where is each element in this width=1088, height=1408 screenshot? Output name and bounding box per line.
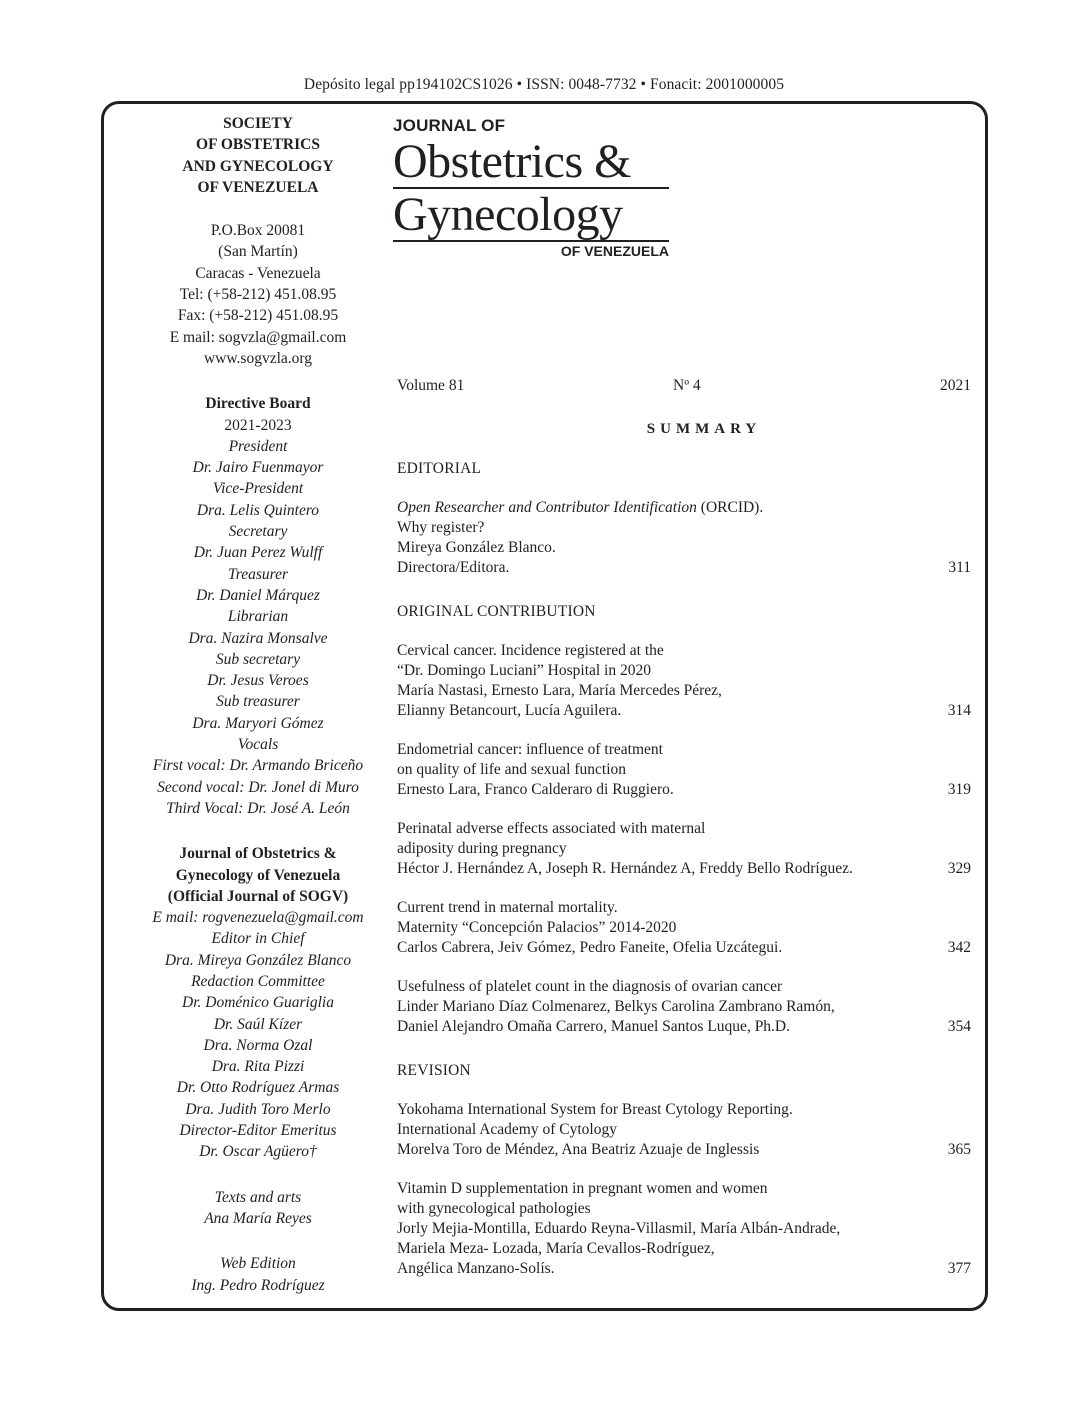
society-name-line: AND GYNECOLOGY [182, 157, 334, 175]
society-name [108, 113, 408, 198]
address-line: Tel: (+58-212) 451.08.95 [179, 286, 337, 304]
entry-page-number: 342 [947, 939, 971, 956]
issue-year: 2021 [940, 377, 971, 394]
journal-info-title: Journal of Obstetrics & [179, 845, 337, 863]
board-role: Treasurer [227, 565, 288, 583]
society-name-line: OF VENEZUELA [197, 178, 319, 196]
entry-line: Mireya González Blanco. [397, 539, 556, 556]
entry-page-number: 311 [948, 559, 971, 576]
toc-entry[interactable] [397, 898, 971, 958]
entry-line: Angélica Manzano-Solís. [397, 1260, 555, 1277]
vocal-member: First vocal: Dr. Armando Briceño [152, 757, 364, 775]
vocal-member: Third Vocal: Dr. José A. León [166, 799, 350, 817]
toc-entry[interactable] [397, 819, 971, 879]
entry-line: Perinatal adverse effects associated with maternal [397, 820, 706, 837]
board-member: Dr. Jesus Veroes [207, 672, 309, 690]
journal-staff-line: Dra. Rita Pizzi [211, 1058, 305, 1076]
entry-line: Usefulness of platelet count in the diagnosis of ovarian cancer [397, 978, 783, 995]
texts-label: Texts and arts [214, 1188, 302, 1206]
toc-entry[interactable] [397, 740, 971, 800]
entry-line: on quality of life and sexual function [397, 761, 626, 778]
entry-line: International Academy of Cytology [397, 1121, 617, 1138]
entry-page-number: 314 [947, 702, 971, 719]
society-name-line: SOCIETY [223, 115, 293, 132]
section-original-contribution: ORIGINAL CONTRIBUTION [397, 603, 596, 620]
masthead-journal-of: JOURNAL OF [393, 116, 506, 135]
vocals-label: Vocals [237, 736, 279, 754]
journal-staff-line: Dr. Oscar Agüero† [199, 1143, 317, 1161]
legal-deposit-line: Depósito legal pp194102CS1026 • ISSN: 0048-7732 • Fonacit: 2001000005 [303, 76, 785, 93]
board-period: 2021-2023 [224, 416, 292, 434]
journal-staff-line: Dra. Mireya González Blanco [164, 951, 352, 969]
texts-name: Ana María Reyes [204, 1209, 312, 1227]
toc-entry[interactable] [397, 977, 971, 1037]
entry-line: María Nastasi, Ernesto Lara, María Mercedes Pérez, [397, 682, 722, 699]
journal-info-title: Gynecology of Venezuela [175, 866, 341, 884]
board-member: Dr. Jairo Fuenmayor [192, 459, 324, 477]
toc-entry[interactable] [397, 498, 971, 578]
entry-page-number: 354 [947, 1018, 971, 1035]
directive-board [108, 393, 408, 819]
entry-line: adiposity during pregnancy [397, 840, 567, 857]
toc-entry[interactable] [397, 641, 971, 721]
entry-title-rest: (ORCID). [696, 499, 764, 516]
entry-line: Current trend in maternal mortality. [397, 899, 618, 916]
journal-staff-line: Dr. Saúl Kízer [213, 1015, 303, 1033]
journal-staff-line: Dra. Judith Toro Merlo [185, 1100, 331, 1118]
address-line: Caracas - Venezuela [195, 264, 321, 282]
toc-entry[interactable] [397, 1179, 971, 1279]
masthead-line-1: Obstetrics & [393, 135, 631, 188]
journal-info [108, 843, 408, 1162]
journal-info-title: (Official Journal of SOGV) [167, 887, 349, 905]
board-member: Dra. Lelis Quintero [196, 501, 320, 519]
board-role: Secretary [228, 523, 288, 541]
board-role: President [228, 437, 288, 455]
masthead-of-venezuela: OF VENEZUELA [560, 243, 669, 259]
board-member: Dr. Juan Perez Wulff [193, 544, 323, 562]
entry-line: with gynecological pathologies [397, 1200, 591, 1217]
section-editorial: EDITORIAL [397, 460, 482, 477]
entry-line: Linder Mariano Díaz Colmenarez, Belkys Carolina Zambrano Ramón, [397, 998, 835, 1015]
board-member: Dra. Nazira Monsalve [188, 629, 328, 647]
left-column [108, 113, 408, 1296]
board-role: Vice-President [212, 480, 304, 498]
journal-staff-line: Redaction Committee [191, 972, 325, 990]
entry-title-italic: Open Researcher and Contributor Identification [397, 499, 697, 516]
issue-row [397, 376, 971, 398]
entry-line: Yokohama International System for Breast Cytology Reporting. [397, 1101, 793, 1118]
entry-line: Jorly Mejia-Montilla, Eduardo Reyna-Villasmil, María Albán-Andrade, [397, 1220, 841, 1237]
journal-staff-line: Dr. Doménico Guariglia [182, 994, 334, 1012]
journal-email: E mail: rogvenezuela@gmail.com [152, 909, 364, 927]
address-line: E mail: sogvzla@gmail.com [169, 328, 347, 346]
entry-line: Why register? [397, 519, 485, 536]
entry-line: Elianny Betancourt, Lucía Aguilera. [397, 702, 622, 719]
board-member: Dr. Daniel Márquez [196, 586, 320, 604]
issue-number: Nº 4 [673, 377, 701, 394]
journal-staff-line: Director-Editor Emeritus [179, 1122, 337, 1140]
journal-staff-line: Dr. Otto Rodríguez Armas [176, 1079, 340, 1097]
entry-page-number: 329 [947, 860, 971, 877]
vocal-member: Second vocal: Dr. Jonel di Muro [157, 778, 359, 796]
toc-entry[interactable] [397, 1100, 971, 1160]
journal-masthead [393, 116, 673, 259]
entry-page-number: 377 [947, 1260, 971, 1277]
entry-title [397, 498, 971, 518]
summary-title: SUMMARY [646, 421, 762, 437]
board-member: Dra. Maryori Gómez [192, 714, 324, 732]
journal-staff-line: Dra. Norma Ozal [203, 1036, 313, 1054]
issue-volume: Volume 81 [397, 377, 465, 394]
board-title: Directive Board [205, 395, 311, 413]
entry-line: Morelva Toro de Méndez, Ana Beatriz Azuaje de Inglessis [397, 1141, 760, 1158]
entry-line: Endometrial cancer: influence of treatment [397, 741, 663, 758]
address-line: P.O.Box 20081 [210, 222, 306, 240]
entry-line: Daniel Alejandro Omaña Carrero, Manuel Santos Luque, Ph.D. [397, 1018, 791, 1035]
masthead-line-2: Gynecology [393, 188, 623, 241]
web-name: Ing. Pedro Rodríguez [191, 1276, 325, 1294]
journal-staff-line: Editor in Chief [211, 930, 305, 948]
summary-column [397, 376, 971, 1279]
entry-line: Vitamin D supplementation in pregnant women and women [397, 1180, 768, 1197]
society-address [108, 220, 408, 369]
entry-line: Maternity “Concepción Palacios” 2014-2020 [397, 919, 677, 936]
entry-line: Carlos Cabrera, Jeiv Gómez, Pedro Faneite, Ofelia Uzcátegui. [397, 939, 783, 956]
entry-line: Héctor J. Hernández A, Joseph R. Hernández A, Freddy Bello Rodríguez. [397, 860, 853, 877]
entry-line: “Dr. Domingo Luciani” Hospital in 2020 [397, 662, 651, 679]
entry-line: Ernesto Lara, Franco Calderaro di Ruggiero. [397, 781, 674, 798]
entry-page-number: 365 [947, 1141, 971, 1158]
web-label: Web Edition [220, 1255, 296, 1273]
section-revision: REVISION [397, 1062, 471, 1079]
address-line: www.sogvzla.org [203, 349, 313, 367]
entry-line: Mariela Meza- Lozada, María Cevallos-Rodríguez, [397, 1240, 715, 1257]
board-role: Sub treasurer [216, 693, 300, 711]
entry-page-number: 319 [947, 781, 971, 798]
address-line: Fax: (+58-212) 451.08.95 [177, 307, 339, 325]
address-line: (San Martín) [218, 243, 298, 261]
board-role: Sub secretary [215, 650, 301, 668]
society-name-line: OF OBSTETRICS [196, 136, 320, 154]
entry-line: Cervical cancer. Incidence registered at the [397, 642, 664, 659]
board-role: Librarian [227, 608, 289, 626]
entry-line: Directora/Editora. [397, 559, 510, 576]
